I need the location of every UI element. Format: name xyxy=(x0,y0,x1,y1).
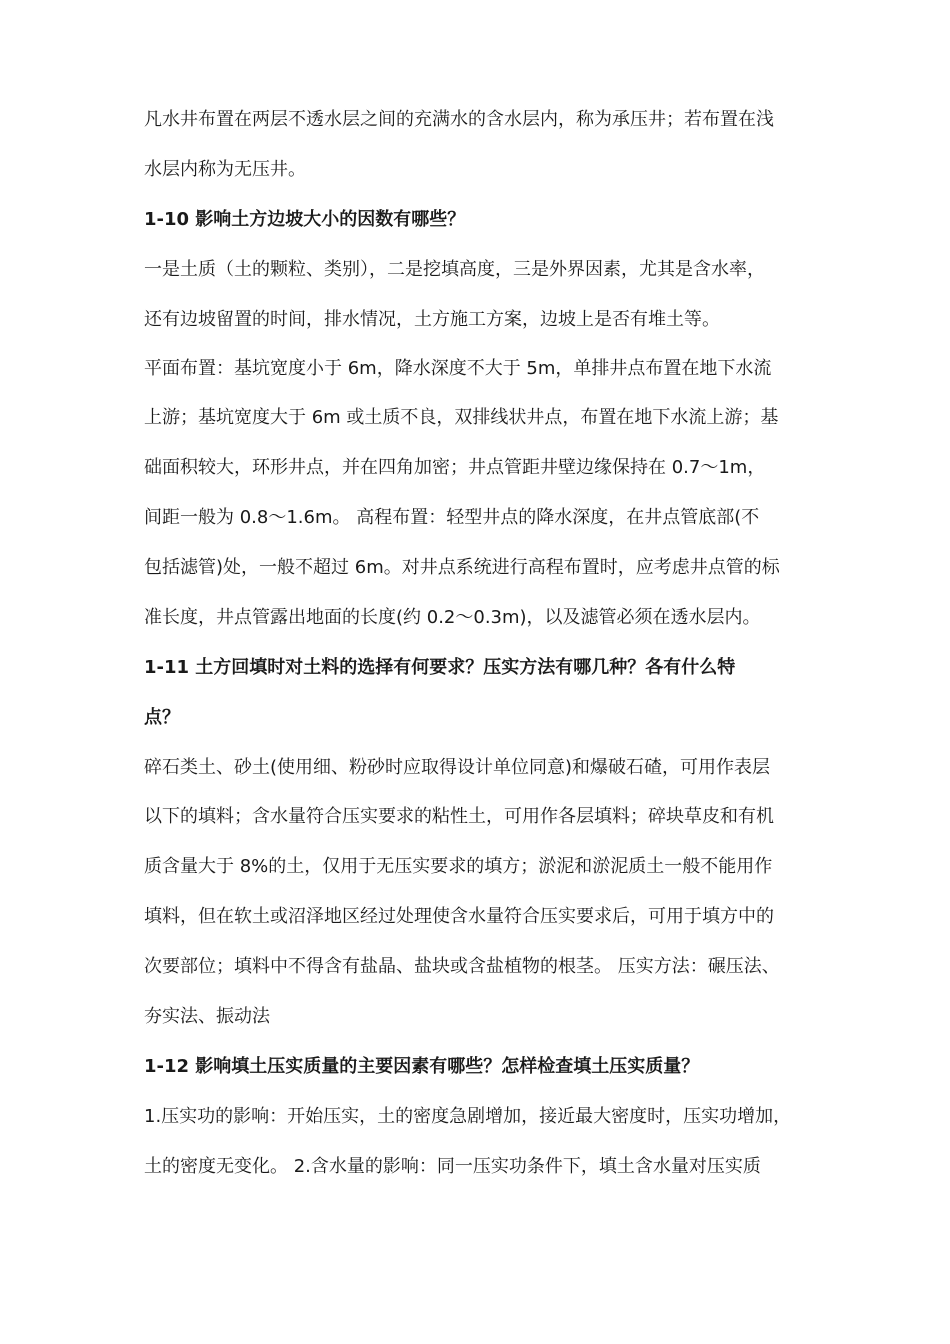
section-heading: 1-11 土方回填时对土料的选择有何要求？压实方法有哪几种？各有什么特 xyxy=(144,657,736,678)
section-heading: 1-12 影响填土压实质量的主要因素有哪些？怎样检查填土压实质量？ xyxy=(144,1056,700,1077)
text-line: 包括滤管)处，一般不超过 6m。对井点系统进行高程布置时，应考虑井点管的标 xyxy=(144,557,780,578)
text-line: 一是土质（土的颗粒、类别），二是挖填高度，三是外界因素，尤其是含水率， xyxy=(144,259,765,280)
text-line: 平面布置：基坑宽度小于 6m，降水深度不大于 5m，单排井点布置在地下水流 xyxy=(144,358,772,379)
text-line: 1.压实功的影响：开始压实，土的密度急剧增加，接近最大密度时，压实功增加， xyxy=(144,1106,792,1127)
text-line: 水层内称为无压井。 xyxy=(144,159,306,180)
text-line: 以下的填料；含水量符合压实要求的粘性土，可用作各层填料；碎块草皮和有机 xyxy=(144,806,774,827)
text-line: 凡水井布置在两层不透水层之间的充满水的含水层内，称为承压井；若布置在浅 xyxy=(144,109,774,130)
text-line: 夯实法、振动法 xyxy=(144,1006,270,1027)
section-heading: 1-10 影响土方边坡大小的因数有哪些？ xyxy=(144,209,466,230)
text-line: 质含量大于 8%的土，仅用于无压实要求的填方；淤泥和淤泥质土一般不能用作 xyxy=(144,856,773,877)
text-line: 间距一般为 0.8～1.6m。 高程布置：轻型井点的降水深度，在井点管底部(不 xyxy=(144,507,760,528)
text-line: 上游；基坑宽度大于 6m 或土质不良，双排线状井点，布置在地下水流上游；基 xyxy=(144,407,779,428)
section-heading-continuation: 点？ xyxy=(144,707,180,728)
text-line: 础面积较大，环形井点，并在四角加密；井点管距井壁边缘保持在 0.7～1m， xyxy=(144,457,766,478)
text-line: 准长度，井点管露出地面的长度(约 0.2～0.3m)，以及滤管必须在透水层内。 xyxy=(144,607,761,628)
text-line: 次要部位；填料中不得含有盐晶、盐块或含盐植物的根茎。 压实方法：碾压法、 xyxy=(144,956,780,977)
text-line: 还有边坡留置的时间，排水情况，土方施工方案，边坡上是否有堆土等。 xyxy=(144,309,720,330)
text-line: 填料，但在软土或沼泽地区经过处理使含水量符合压实要求后，可用于填方中的 xyxy=(144,906,774,927)
text-line: 土的密度无变化。 2.含水量的影响：同一压实功条件下，填土含水量对压实质 xyxy=(144,1156,761,1177)
text-line: 碎石类土、砂土(使用细、粉砂时应取得设计单位同意)和爆破石碴，可用作表层 xyxy=(144,757,771,778)
